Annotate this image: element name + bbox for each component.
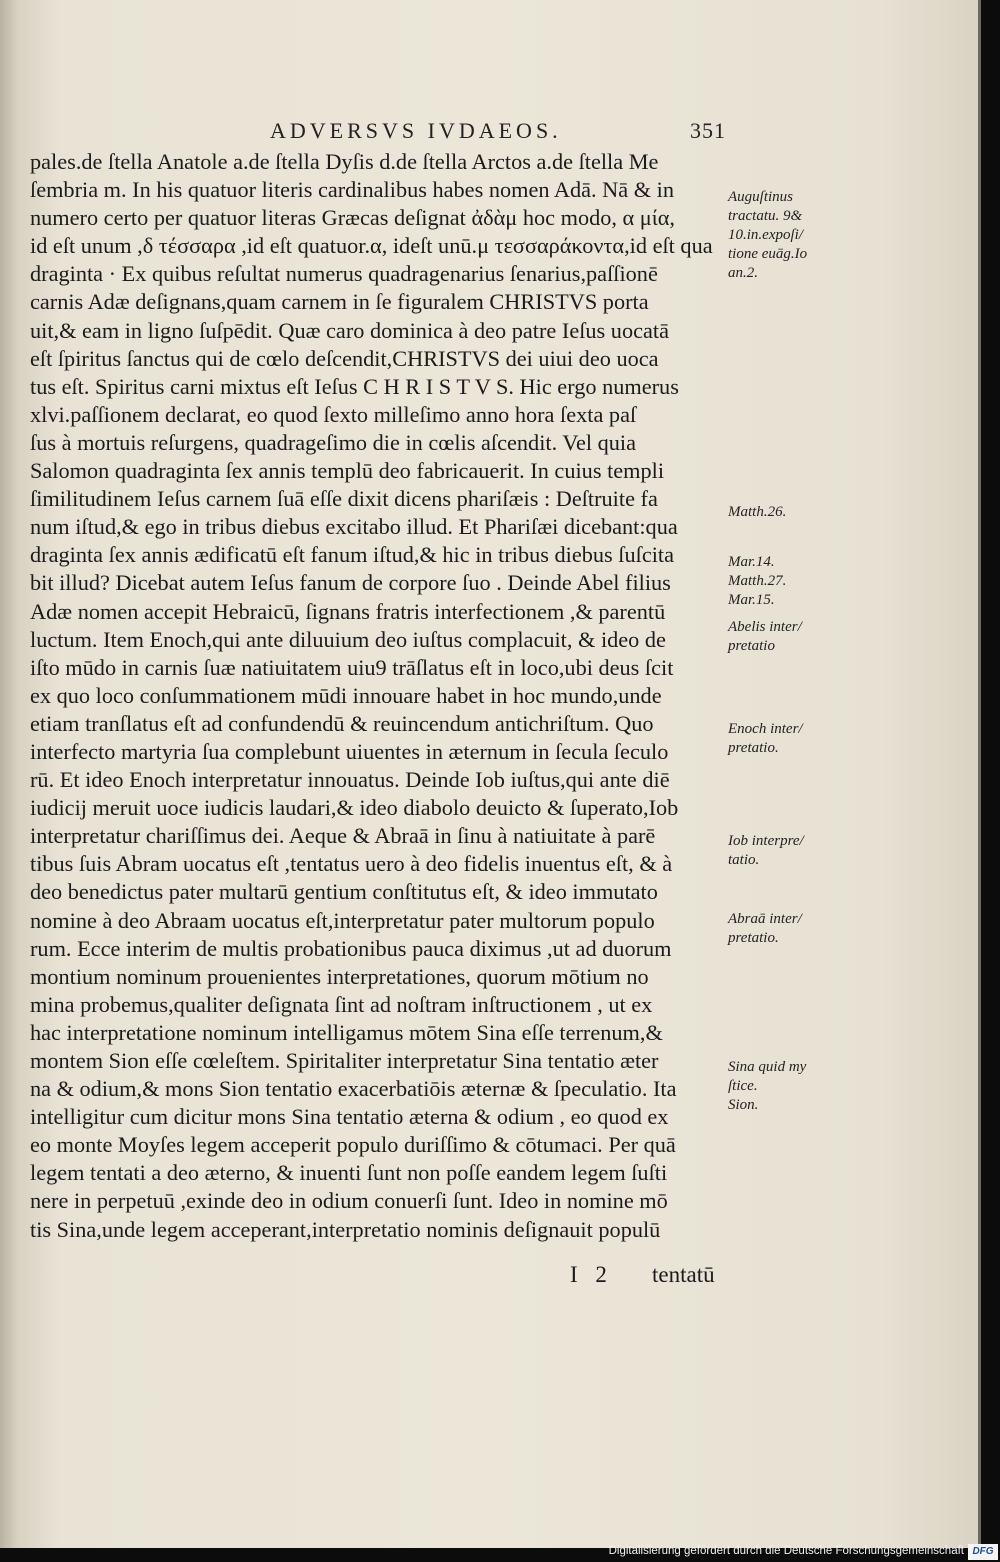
- text-line: ſimilitudinem Ieſus carnem ſuā eſſe dixit dicens phariſæis : Deſtruite fa: [30, 486, 658, 512]
- page-edge: [978, 0, 981, 1548]
- funder-text: Digitalisierung gefördert durch die Deutsche Forschungsgemeinschaft: [608, 1545, 964, 1557]
- text-line: nere in perpetuū ,exinde deo in odium conuerſi ſunt. Ideo in nomine mō: [30, 1188, 668, 1214]
- text-line: ex quo loco conſummationem mūdi innouare habet in hoc mundo,unde: [30, 682, 662, 708]
- page-number: 351: [690, 118, 726, 143]
- text-line: id eſt unum ,δ τέσσαρα ,id eſt quatuor.α, ideſt unū.μ τεσσαράκοντα,id eſt qua: [30, 233, 713, 259]
- marginal-note: Abraā inter/ pretatio.: [728, 911, 802, 946]
- text-line: ſembria m. In his quatuor literis cardinalibus habes nomen Adā. Nā & in: [30, 177, 674, 203]
- text-line: deo benedictus pater multarū gentium conſtitutus eſt, & ideo immutato: [30, 879, 658, 905]
- catchword: tentatū: [652, 1262, 715, 1287]
- marginal-note: Abelis inter/ pretatio: [728, 619, 802, 654]
- marginal-note: Sina quid my ſtice. Sion.: [728, 1059, 807, 1113]
- text-line: numero certo per quatuor literas Græcas deſignat ἀδὰμ hoc modo, α μία,: [30, 205, 676, 231]
- text-line: montem Sion eſſe cœleſtem. Spiritaliter interpretatur Sina tentatio æter: [30, 1048, 659, 1073]
- body-text: [30, 148, 730, 1244]
- marginal-note: Matth.26.: [728, 504, 787, 520]
- text-line: iudicij meruit uoce iudicis laudari,& ideo diabolo deuicto & ſuperato,Iob: [30, 795, 679, 821]
- text-line: eſt ſpiritus ſanctus qui de cœlo deſcendit,CHRISTVS dei uiui deo uoca: [30, 345, 659, 371]
- text-line: nomine à deo Abraam uocatus eſt,interpretatur pater multorum populo: [30, 907, 655, 933]
- text-line: Salomon quadraginta ſex annis templū deo fabricauerit. In cuius templi: [30, 458, 665, 484]
- signature-mark: I 2: [570, 1262, 613, 1287]
- text-line: intelligitur cum dicitur mons Sina tentatio æterna & odium , eo quod ex: [30, 1104, 669, 1130]
- text-line: interpretatur chariſſimus dei. Aeque & Abraā in ſinu à natiuitate à parē: [30, 823, 656, 849]
- text-line: etiam tranſlatus eſt ad confundendū & reuincendum antichriſtum. Quo: [30, 710, 654, 736]
- text-line: rum. Ecce interim de multis probationibus pauca diximus ,ut ad duorum: [30, 935, 672, 961]
- text-line: interfecto martyria ſua complebunt uiuentes in æternum in ſecula ſeculo: [30, 738, 669, 764]
- text-line: na & odium,& mons Sion tentatio exacerbatiōis æternæ & ſpeculatio. Ita: [30, 1076, 677, 1102]
- marginal-note: Mar.14. Matth.27. Mar.15.: [728, 554, 787, 608]
- dfg-logo-icon: DFG: [968, 1544, 998, 1560]
- text-line: mina probemus,qualiter deſignata ſint ad noſtram inſtructionem , ut ex: [30, 991, 653, 1017]
- text-line: pales.de ſtella Anatole a.de ſtella Dyſis d.de ſtella Arctos a.de ſtella Me: [30, 149, 659, 174]
- text-line: draginta ſex annis ædificatū eſt fanum iſtud,& hic in tribus diebus ſuſcita: [30, 542, 674, 568]
- text-line: luctum. Item Enoch,qui ante diluuium deo iuſtus complacuit, & ideo de: [30, 626, 666, 652]
- text-line: draginta · Ex quibus reſultat numerus quadragenarius ſenarius,paſſionē: [30, 261, 658, 287]
- text-line: tus eſt. Spiritus carni mixtus eſt Ieſus C H R I S T V S. Hic ergo numerus: [30, 373, 679, 399]
- marginal-note: Enoch inter/ pretatio.: [728, 721, 803, 756]
- text-line: eo monte Moyſes legem acceperit populo duriſſimo & cōtumaci. Per quā: [30, 1132, 676, 1158]
- running-title: ADVERSVS IVDAEOS.: [270, 118, 562, 143]
- text-line: montium nominum prouenientes interpretationes, quorum mōtium no: [30, 963, 649, 989]
- marginal-note: Auguſtinus tractatu. 9& 10.in.expoſi/ tione euāg.Io an.2.: [728, 189, 808, 281]
- text-line: ſus à mortuis reſurgens, quadrageſimo die in cœlis aſcendit. Vel quia: [30, 429, 637, 455]
- text-line: rū. Et ideo Enoch interpretatur innouatus. Deinde Iob iuſtus,qui ante diē: [30, 767, 670, 793]
- marginal-note: Iob interpre/ tatio.: [728, 833, 804, 868]
- text-line: iſto mūdo in carnis ſuæ natiuitatem uiu9 trāſlatus eſt in loco,ubi deus ſcit: [30, 654, 674, 680]
- text-line: tis Sina,unde legem acceperant,interpretatio nominis deſignauit populū: [30, 1216, 661, 1242]
- text-line: Adæ nomen accepit Hebraicū, ſignans fratris interfectionem ,& parentū: [30, 598, 666, 624]
- text-line: num iſtud,& ego in tribus diebus excitabo illud. Et Phariſæi dicebant:qua: [30, 514, 678, 540]
- text-line: legem tentati a deo æterno, & inuenti ſunt non poſſe eandem legem ſuſti: [30, 1160, 668, 1186]
- text-line: hac interpretatione nominum intelligamus mōtem Sina eſſe terrenum,&: [30, 1019, 663, 1045]
- text-line: bit illud? Dicebat autem Ieſus fanum de corpore ſuo . Deinde Abel filius: [30, 570, 671, 596]
- text-line: tibus ſuis Abram uocatus eſt ,tentatus uero à deo fidelis inuentus eſt, & à: [30, 851, 673, 877]
- text-line: xlvi.paſſionem declarat, eo quod ſexto milleſimo anno hora ſexta paſ: [30, 401, 637, 427]
- digitization-credit: [609, 1541, 964, 1561]
- text-line: uit,& eam in ligno ſuſpēdit. Quæ caro dominica à deo patre Ieſus uocatā: [30, 317, 669, 343]
- text-line: carnis Adæ deſignans,quam carnem in ſe figuralem CHRISTVS porta: [30, 289, 649, 315]
